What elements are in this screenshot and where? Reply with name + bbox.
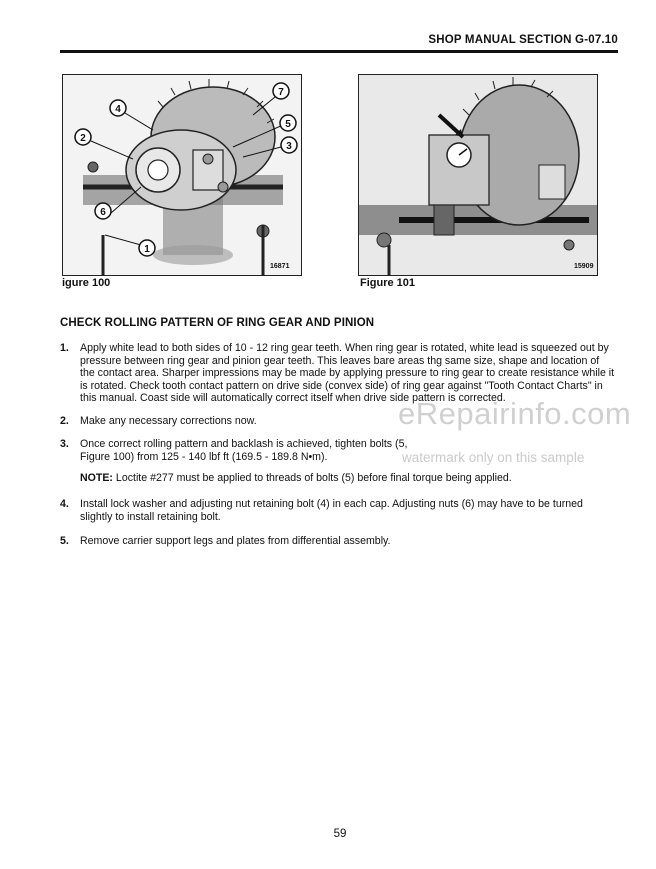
callout-1-label: 1	[144, 244, 150, 255]
step-text: Apply white lead to both sides of 10 - 12 ring gear teeth. When ring gear is rotated, white lead is squeezed out by pressure between ring gear and pinion gear teeth. This leaves bare areas thg same size, shape and location of the contact area. Sharper impressions may be made by applying pressure to ring gear to create resistance while it is rotated. Check tooth contact pattern on drive side (convex side) of ring gear against "Tooth Contact Charts" in this manual. Coast side will automatically correct itself when drive side pattern is corrected.	[80, 342, 615, 404]
callout-3-label: 3	[286, 141, 292, 152]
section-heading: CHECK ROLLING PATTERN OF RING GEAR AND PINION	[60, 317, 375, 329]
figure-101-code: 15909	[574, 263, 594, 270]
figure-100-illustration	[63, 75, 301, 275]
callout-2-label: 2	[80, 133, 86, 144]
figure-101-illustration	[359, 75, 597, 275]
callout-7-label: 7	[278, 87, 284, 98]
step-text: Remove carrier support legs and plates from differential assembly.	[80, 535, 391, 547]
step-text: Make any necessary corrections now.	[80, 415, 257, 427]
header-title: SHOP MANUAL SECTION G-07.10	[428, 34, 618, 46]
note-text: Loctite #277 must be applied to threads of bolts (5) before final torque being applied.	[115, 472, 512, 484]
figure-100-code: 16871	[270, 263, 290, 270]
step-number: 1.	[60, 342, 69, 354]
note	[80, 472, 620, 485]
figure-101-caption: Figure 101	[360, 277, 416, 289]
step-text: Install lock washer and adjusting nut retaining bolt (4) in each cap. Adjusting nuts (6) may have to be turned slightly to install retaining bolt.	[80, 498, 583, 523]
figure-100-caption: igure 100	[62, 277, 111, 289]
callout-5-label: 5	[285, 119, 291, 130]
watermark-main: eRepairinfo.com	[398, 396, 632, 431]
callout-4-label: 4	[115, 104, 121, 115]
page-number: 59	[333, 828, 347, 840]
watermark-sub: watermark only on this sample	[402, 450, 585, 465]
note-label: NOTE:	[80, 472, 113, 484]
step-number: 4.	[60, 498, 69, 510]
figure-100-image	[62, 74, 302, 276]
header-rule	[60, 50, 618, 53]
step-number: 5.	[60, 535, 69, 547]
figure-101-image	[358, 74, 598, 276]
step-number: 3.	[60, 438, 69, 450]
step-number: 2.	[60, 415, 69, 427]
step-text: Once correct rolling pattern and backlash is achieved, tighten bolts (5, Figure 100) from 125 - 140 lbf ft (169.5 - 189.8 N•m).	[80, 438, 408, 463]
callout-6-label: 6	[100, 207, 106, 218]
